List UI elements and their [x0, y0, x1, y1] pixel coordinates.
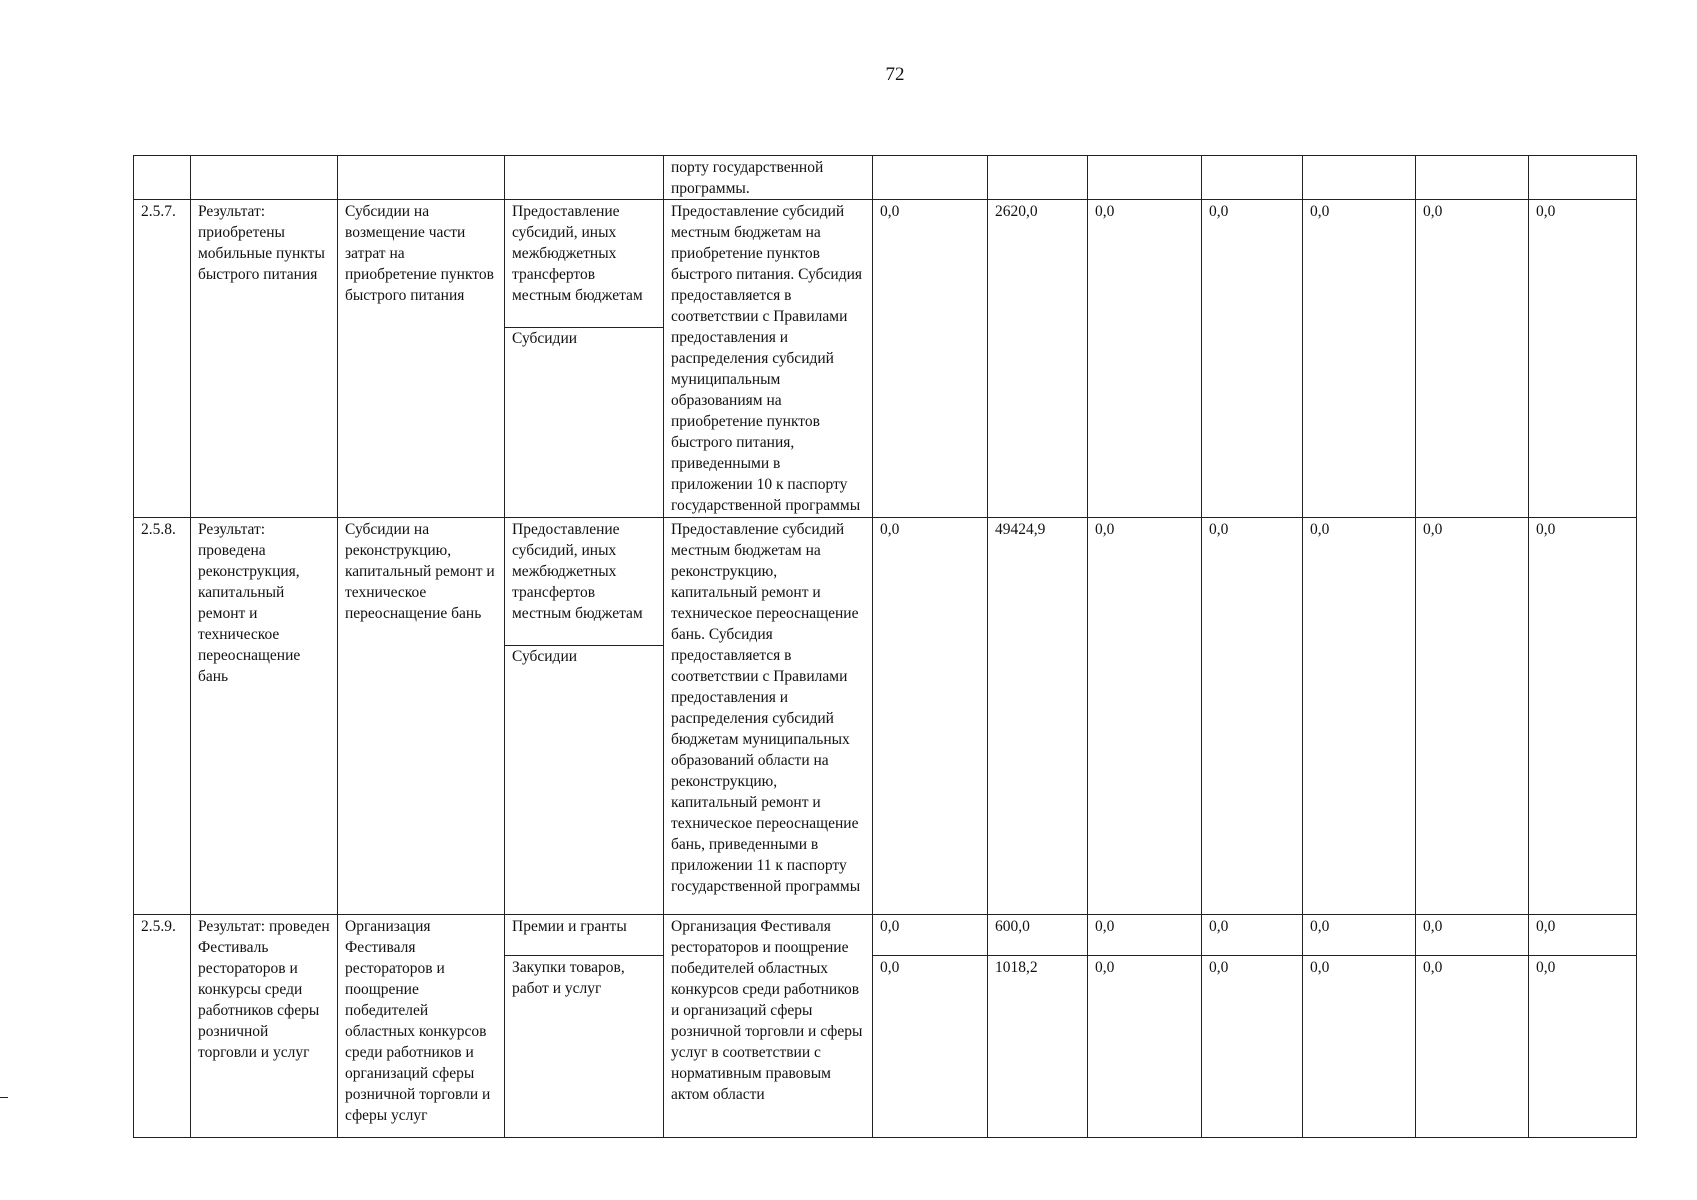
table-row [134, 518, 1637, 915]
row-code: 2.5.8. [134, 518, 191, 915]
row-expense-type [505, 156, 664, 200]
value-cell: 0,0 [1303, 518, 1416, 915]
value-cell: 0,0 [873, 915, 988, 956]
value-cell [1529, 156, 1637, 200]
value-cell: 0,0 [1303, 200, 1416, 518]
row-code: 2.5.7. [134, 200, 191, 518]
row-result: Результат: проведена реконструкция, капитальный ремонт и техническое переоснащение бань [191, 518, 338, 915]
value-cell: 0,0 [1088, 518, 1202, 915]
value-cell: 0,0 [1529, 956, 1637, 1138]
table-row [134, 156, 1637, 200]
value-cell: 0,0 [1202, 915, 1303, 956]
value-cell [873, 156, 988, 200]
table-row [134, 915, 1637, 956]
row-measure: Субсидии на возмещение части затрат на приобретение пунктов быстрого питания [338, 200, 505, 518]
value-cell: 49424,9 [988, 518, 1088, 915]
value-cell: 1018,2 [988, 956, 1088, 1138]
value-cell: 0,0 [1529, 518, 1637, 915]
margin-mark [0, 1097, 8, 1098]
expense-type-secondary: Субсидии [505, 645, 663, 667]
value-cell: 0,0 [1303, 915, 1416, 956]
page-number: 72 [885, 64, 905, 85]
expense-type-primary: Предоставление субсидий, иных межбюджетных трансфертов местным бюджетам [512, 203, 643, 304]
expense-type-primary: Премии и гранты [505, 915, 664, 956]
value-cell [988, 156, 1088, 200]
value-cell: 0,0 [1088, 956, 1202, 1138]
value-cell: 0,0 [1416, 518, 1529, 915]
value-cell: 0,0 [873, 956, 988, 1138]
value-cell: 0,0 [1202, 518, 1303, 915]
row-description: Организация Фестиваля рестораторов и поощрение победителей областных конкурсов среди работников и организаций сферы розничной торговли и сферы услуг в соответствии с нормативным правовым актом области [664, 915, 873, 1138]
row-code [134, 156, 191, 200]
expense-type-secondary: Закупки товаров, работ и услуг [505, 956, 664, 1138]
row-expense-type [505, 518, 664, 915]
row-code: 2.5.9. [134, 915, 191, 1138]
row-result: Результат: проведен Фестиваль рестораторов и конкурсы среди работников сферы розничной торговли и услуг [191, 915, 338, 1138]
expense-type-secondary: Субсидии [505, 327, 663, 349]
value-cell: 0,0 [1529, 915, 1637, 956]
row-description: Предоставление субсидий местным бюджетам на приобретение пунктов быстрого питания. Субсидия предоставляется в соответствии с Правилами предоставления и распределения субсидий муниципальным образованиям на приобретение пунктов быстрого питания, приведенными в приложении 10 к паспорту государственной программы [664, 200, 873, 518]
value-cell: 0,0 [1303, 956, 1416, 1138]
row-measure: Субсидии на реконструкцию, капитальный ремонт и техническое переоснащение бань [338, 518, 505, 915]
value-cell [1202, 156, 1303, 200]
value-cell: 0,0 [1529, 200, 1637, 518]
row-expense-type [505, 200, 664, 518]
expense-type-primary: Предоставление субсидий, иных межбюджетных трансфертов местным бюджетам [512, 521, 643, 622]
value-cell [1088, 156, 1202, 200]
table-row [134, 200, 1637, 518]
row-result [191, 156, 338, 200]
value-cell: 2620,0 [988, 200, 1088, 518]
row-measure [338, 156, 505, 200]
value-cell: 0,0 [1202, 200, 1303, 518]
value-cell: 0,0 [1088, 200, 1202, 518]
value-cell [1416, 156, 1529, 200]
row-description: порту государственной программы. [664, 156, 873, 200]
value-cell: 0,0 [1088, 915, 1202, 956]
value-cell: 0,0 [873, 518, 988, 915]
value-cell [1303, 156, 1416, 200]
value-cell: 600,0 [988, 915, 1088, 956]
value-cell: 0,0 [1416, 915, 1529, 956]
budget-table [133, 155, 1637, 1138]
value-cell: 0,0 [1416, 200, 1529, 518]
value-cell: 0,0 [1416, 956, 1529, 1138]
row-description: Предоставление субсидий местным бюджетам на реконструкцию, капитальный ремонт и техническое переоснащение бань. Субсидия предоставляется в соответствии с Правилами предоставления и распределения субсидий бюджетам муниципальных образований области на реконструкцию, капитальный ремонт и техническое переоснащение бань, приведенными в приложении 11 к паспорту государственной программы [664, 518, 873, 915]
row-measure: Организация Фестиваля рестораторов и поощрение победителей областных конкурсов среди работников и организаций сферы розничной торговли и сферы услуг [338, 915, 505, 1138]
value-cell: 0,0 [873, 200, 988, 518]
value-cell: 0,0 [1202, 956, 1303, 1138]
row-result: Результат: приобретены мобильные пункты быстрого питания [191, 200, 338, 518]
